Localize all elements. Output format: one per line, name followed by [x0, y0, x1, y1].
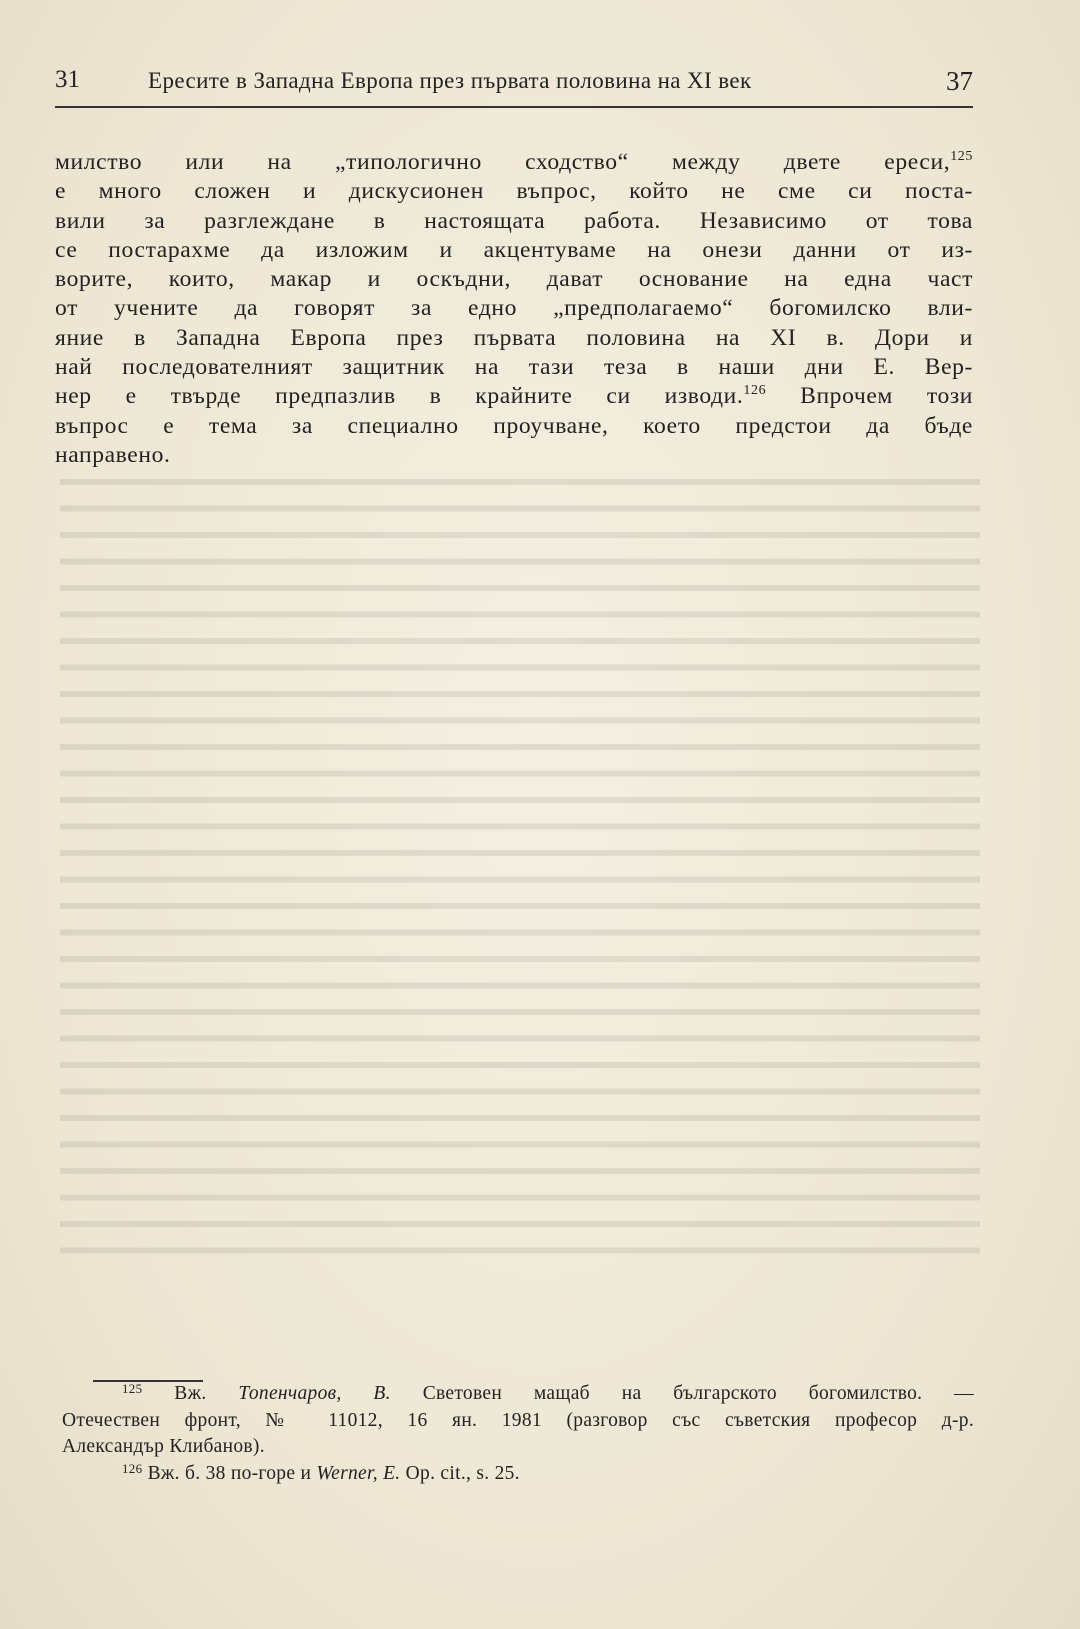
footnote-125-line2: Отечествен фронт, № 11012, 16 ян. 1981 (разговор със съветския професор д-р.	[62, 1409, 974, 1431]
page-number: 37	[946, 66, 973, 96]
main-text	[55, 148, 973, 470]
header-left-number: 31	[55, 66, 80, 93]
running-header	[55, 66, 973, 106]
text-line: се постарахме да изложим и акцентуваме на онези данни от из-	[55, 236, 973, 263]
text-line: милство или на „типологично сходство“ между двете ереси,$^{125}$	[55, 149, 973, 175]
footnote-ref-125[interactable]: 125	[950, 149, 973, 164]
text-line: ворите, които, макар и оскъдни, дават основание на една част	[55, 266, 973, 293]
text-line: е много сложен и дискусионен въпрос, който не сме си поста-	[55, 178, 973, 205]
footnote-125-line3: Александър Клибанов).	[62, 1436, 265, 1457]
text-line: яние в Западна Европа през първата половина на XI в. Дори и	[55, 324, 973, 351]
text-line: от учените да говорят за едно „предполагаемо“ богомилско вли-	[55, 295, 973, 322]
footnote-125: $^{125}$ Вж. Топенчаров, В. Световен мащаб на българското богомилство. —	[122, 1381, 974, 1404]
footnote-126: $^{126}$ Вж. б. 38 по-горе и Werner, E. Op. cit., s. 25.	[122, 1460, 520, 1484]
text-line: въпрос е тема за специално проучване, което предстои да бъде	[55, 412, 973, 439]
text-line: най последователният защитник на тази теза в наши дни Е. Вер-	[55, 354, 973, 381]
text-line: направено.	[55, 441, 171, 468]
header-title: Ересите в Западна Европа през първата половина на XI век	[148, 68, 752, 93]
text-line: вили за разглеждане в настоящата работа. Независимо от това	[55, 207, 973, 234]
footnote-ref-126[interactable]: 126	[743, 383, 767, 399]
bleed-through-text	[60, 465, 980, 1255]
text-line: нер е твърде предпазлив в крайните си изводи.$^{126}$ Впрочем този	[55, 383, 973, 410]
header-rule	[55, 106, 973, 108]
footnotes	[62, 1381, 974, 1487]
